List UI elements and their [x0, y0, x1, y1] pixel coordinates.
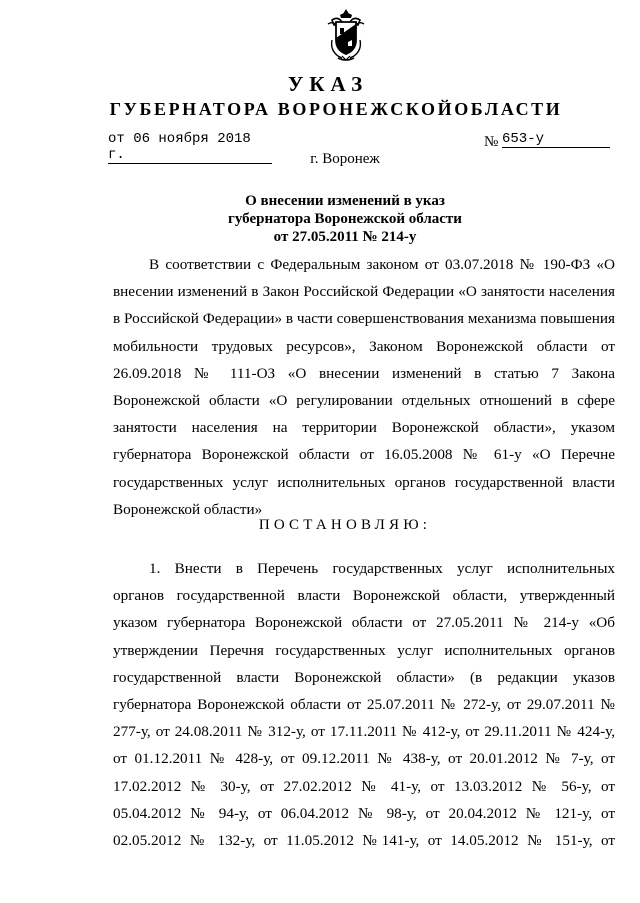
decree-date: от 06 ноября 2018 г. [108, 131, 272, 164]
text-line: указом губернатора Воронежской области от 27.05.2011 № 214-у «Об [113, 614, 615, 632]
text-line: государственной власти Воронежской области» (в редакции указов [113, 668, 615, 686]
text-line: 1. Внести в Перечень государственных услуг исполнительных [149, 560, 615, 577]
text-line: В соответствии с Федеральным законом от 03.07.2018 № 190-ФЗ «О [149, 256, 615, 273]
text-line: 26.09.2018 № 111-ОЗ «О внесении изменений в статью 7 Закона [113, 364, 615, 382]
document-type-title: УКАЗ [287, 72, 369, 96]
decree-number: 653-у [502, 131, 610, 148]
subject-line: от 27.05.2011 № 214-у [273, 229, 417, 245]
text-line: Воронежской области» [113, 500, 263, 518]
issuer-title: ГУБЕРНАТОРА ВОРОНЕЖСКОЙОБЛАСТИ [109, 99, 563, 119]
text-line: 05.04.2012 № 94-у, от 06.04.2012 № 98-у, от 20.04.2012 № 121-у, от [113, 804, 615, 822]
text-line: губернатора Воронежской области от 25.07.2011 № 272-у, от 29.07.2011 № [113, 696, 615, 714]
text-line: 02.05.2012 № 132-у, от 11.05.2012 №141-у, от 14.05.2012 № 151-у, от [113, 832, 615, 850]
text-line: органов государственной власти Воронежской области, утвержденный [113, 587, 615, 605]
number-sign: № [484, 134, 499, 150]
text-line: мобильности трудовых ресурсов», Законом Воронежской области от [113, 337, 615, 355]
text-line: от 01.12.2011 № 428-у, от 09.12.2011 № 438-у, от 20.01.2012 № 7-у, от [113, 750, 615, 768]
coat-of-arms-icon [322, 6, 370, 64]
text-line: внесении изменений в Закон Российской Федерации «О занятости населения [113, 283, 615, 301]
text-line: в Российской Федерации» в части совершенствования механизма повышения [113, 310, 615, 328]
city-name: г. Воронеж [310, 151, 380, 167]
preamble-paragraph [113, 251, 615, 523]
text-line: занятости населения на территории Воронежской области», указом [113, 419, 615, 437]
decree-subject [0, 192, 640, 246]
item-1-paragraph [113, 555, 615, 854]
text-line: государственных услуг исполнительных органов государственной власти [113, 473, 615, 491]
text-line: губернатора Воронежской области от 16.05.2008 № 61-у «О Перечне [113, 446, 615, 464]
text-line: 277-у, от 24.08.2011 № 312-у, от 17.11.2011 № 412-у, от 29.11.2011 № 424-у, [113, 723, 615, 741]
subject-line: губернатора Воронежской области [228, 211, 462, 227]
text-line: Воронежской области «О регулировании отдельных отношений в сфере [113, 392, 615, 410]
text-line: утверждении Перечня государственных услуг исполнительных органов [113, 641, 615, 659]
decree-keyword: ПОСТАНОВЛЯЮ: [258, 517, 432, 533]
text-line: 17.02.2012 № 30-у, от 27.02.2012 № 41-у, от 13.03.2012 № 56-у, от [113, 777, 615, 795]
subject-line: О внесении изменений в указ [245, 193, 445, 209]
